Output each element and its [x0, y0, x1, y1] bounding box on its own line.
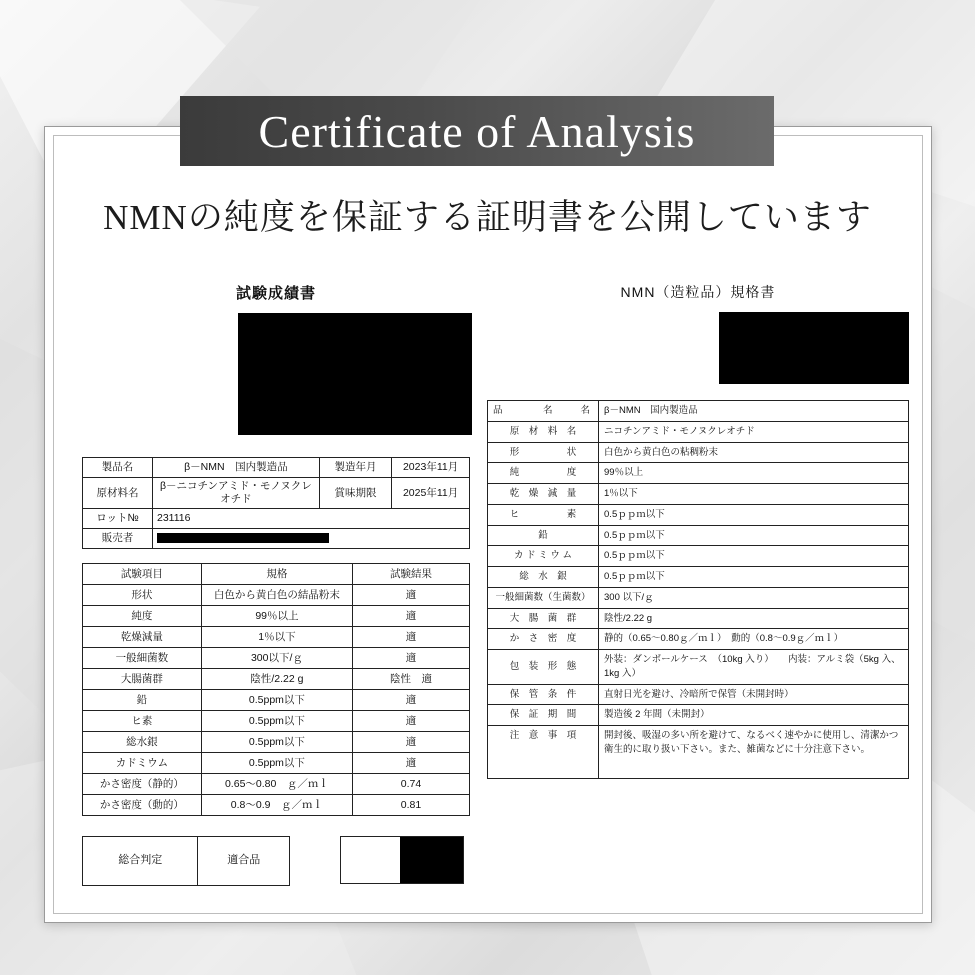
redacted-block	[157, 533, 329, 543]
table-row	[488, 504, 909, 525]
spec-label: ヒ 素	[488, 504, 599, 525]
cell-value: 2025年11月	[392, 478, 470, 509]
spec-value: 0.5ｐｐｍ以下	[599, 546, 909, 567]
cell-result: 0.81	[352, 795, 469, 816]
cell-spec: 300以下/ｇ	[201, 648, 352, 669]
spec-value: 99％以上	[599, 463, 909, 484]
cell-spec: 白色から黄白色の結晶粉末	[201, 585, 352, 606]
page-headline: NMNの純度を保証する証明書を公開しています	[103, 198, 872, 237]
cell-result: 適	[352, 648, 469, 669]
table-row	[488, 629, 909, 650]
spec-label: 品 名 名	[488, 401, 599, 422]
table-row	[488, 525, 909, 546]
table-row	[488, 705, 909, 726]
cell-result: 適	[352, 711, 469, 732]
column-header: 規格	[201, 564, 352, 585]
cell-item: 一般細菌数	[83, 648, 202, 669]
verdict-value: 適合品	[198, 837, 290, 886]
banner-title: Certificate of Analysis	[258, 105, 696, 157]
table-row	[83, 585, 470, 606]
table-row	[83, 837, 290, 886]
redacted-block	[238, 313, 472, 435]
spec-sheet-title: NMN（造粒品）規格書	[620, 284, 776, 300]
spec-label: カ ド ミ ウ ム	[488, 546, 599, 567]
spec-label: 原 材 料 名	[488, 421, 599, 442]
cell-spec: 0.5ppm以下	[201, 711, 352, 732]
spec-label: 大 腸 菌 群	[488, 608, 599, 629]
column-header: 試験結果	[352, 564, 469, 585]
product-info-table	[82, 457, 470, 549]
cell-value: 231116	[153, 509, 470, 529]
table-row	[83, 529, 470, 549]
cell-item: カドミウム	[83, 753, 202, 774]
cell-spec: 0.5ppm以下	[201, 732, 352, 753]
table-row	[488, 401, 909, 422]
spec-label: 乾 燥 減 量	[488, 484, 599, 505]
cell-value: β－ニコチンアミド・モノヌクレオチド	[153, 478, 320, 509]
table-row	[83, 458, 470, 478]
spec-label: か さ 密 度	[488, 629, 599, 650]
test-report-column	[82, 282, 470, 886]
spec-value: 外装：ダンボールケース （10kg 入り） 内装：アルミ袋（5kg 入、1kg 入）	[599, 650, 909, 685]
spec-sheet-column	[487, 282, 909, 779]
table-row	[488, 726, 909, 779]
table-row	[83, 774, 470, 795]
cell-label: 製造年月	[319, 458, 392, 478]
cell-label: 製品名	[83, 458, 153, 478]
table-row	[83, 732, 470, 753]
cell-result: 適	[352, 753, 469, 774]
spec-value: 陰性/2.22 g	[599, 608, 909, 629]
table-row	[83, 509, 470, 529]
redacted-block	[400, 837, 463, 883]
cell-label: ロット№	[83, 509, 153, 529]
spec-value: 0.5ｐｐｍ以下	[599, 525, 909, 546]
table-row	[83, 753, 470, 774]
cell-value: 2023年11月	[392, 458, 470, 478]
spec-label: 総 水 銀	[488, 567, 599, 588]
spec-value: 直射日光を避け、冷暗所で保管（未開封時）	[599, 684, 909, 705]
overall-verdict-table	[82, 836, 290, 886]
cell-spec: 99％以上	[201, 606, 352, 627]
cell-spec: 0.5ppm以下	[201, 753, 352, 774]
test-results-table	[82, 563, 470, 816]
cell-spec: 陰性/2.22 g	[201, 669, 352, 690]
table-row	[488, 546, 909, 567]
spec-table	[487, 400, 909, 779]
table-row	[488, 684, 909, 705]
cell-result: 0.74	[352, 774, 469, 795]
cell-label: 賞味期限	[319, 478, 392, 509]
spec-value: 300 以下/ｇ	[599, 587, 909, 608]
cell-item: 形状	[83, 585, 202, 606]
spec-value: 0.5ｐｐｍ以下	[599, 567, 909, 588]
spec-label: 純 度	[488, 463, 599, 484]
table-row	[83, 690, 470, 711]
table-row	[488, 463, 909, 484]
column-header: 試験項目	[83, 564, 202, 585]
cell-result: 適	[352, 732, 469, 753]
spec-value: 1％以下	[599, 484, 909, 505]
spec-value: 製造後 2 年間（未開封）	[599, 705, 909, 726]
table-row	[83, 648, 470, 669]
table-row	[488, 567, 909, 588]
spec-value: β－NMN 国内製造品	[599, 401, 909, 422]
cell-label: 販売者	[83, 529, 153, 549]
verdict-row	[82, 836, 470, 886]
spacer	[82, 549, 470, 563]
table-row	[488, 442, 909, 463]
table-row	[83, 478, 470, 509]
cell-spec: 0.5ppm以下	[201, 690, 352, 711]
table-row	[83, 627, 470, 648]
table-row	[83, 795, 470, 816]
cell-result: 陰性 適	[352, 669, 469, 690]
cell-item: 大腸菌群	[83, 669, 202, 690]
cell-value: β－NMN 国内製造品	[153, 458, 320, 478]
spec-value: 静的（0.65〜0.80ｇ／ｍｌ） 動的（0.8〜0.9ｇ／ｍｌ）	[599, 629, 909, 650]
cell-value-redacted	[153, 529, 470, 549]
spec-label: 保 証 期 間	[488, 705, 599, 726]
spec-label: 鉛	[488, 525, 599, 546]
spec-label: 包 装 形 態	[488, 650, 599, 685]
cell-result: 適	[352, 690, 469, 711]
certificate-banner	[180, 96, 774, 166]
table-row	[83, 606, 470, 627]
spec-value: 0.5ｐｐｍ以下	[599, 504, 909, 525]
cell-spec: 1％以下	[201, 627, 352, 648]
table-row	[488, 421, 909, 442]
cell-label: 原材料名	[83, 478, 153, 509]
table-row	[488, 608, 909, 629]
table-row	[83, 669, 470, 690]
cell-item: 乾燥減量	[83, 627, 202, 648]
verdict-label: 総合判定	[83, 837, 198, 886]
cell-spec: 0.65〜0.80 ｇ／ｍｌ	[201, 774, 352, 795]
cell-item: 総水銀	[83, 732, 202, 753]
test-report-title: 試験成績書	[235, 285, 316, 302]
table-row	[488, 650, 909, 685]
cell-item: 鉛	[83, 690, 202, 711]
cell-result: 適	[352, 585, 469, 606]
spec-label: 保 管 条 件	[488, 684, 599, 705]
spec-value: 開封後、吸湿の多い所を避けて、なるべく速やかに使用し、清潔かつ衛生的に取り扱い下さい。また、雑菌などに十分注意下さい。	[599, 726, 909, 779]
cell-item: かさ密度（動的）	[83, 795, 202, 816]
table-row	[83, 711, 470, 732]
table-row	[488, 587, 909, 608]
cell-result: 適	[352, 606, 469, 627]
cell-result: 適	[352, 627, 469, 648]
cell-item: ヒ素	[83, 711, 202, 732]
spec-value: ニコチンアミド・モノヌクレオチド	[599, 421, 909, 442]
redacted-block	[719, 312, 909, 384]
spec-label: 注 意 事 項	[488, 726, 599, 779]
table-header-row	[83, 564, 470, 585]
cell-item: かさ密度（静的）	[83, 774, 202, 795]
stamp-box	[340, 836, 464, 884]
spec-label: 形 状	[488, 442, 599, 463]
stamp-blank	[341, 837, 400, 883]
table-row	[488, 484, 909, 505]
cell-spec: 0.8〜0.9 ｇ／ｍｌ	[201, 795, 352, 816]
spec-label: 一般細菌数（生菌数）	[488, 587, 599, 608]
cell-item: 純度	[83, 606, 202, 627]
spec-value: 白色から黄白色の粘稠粉末	[599, 442, 909, 463]
